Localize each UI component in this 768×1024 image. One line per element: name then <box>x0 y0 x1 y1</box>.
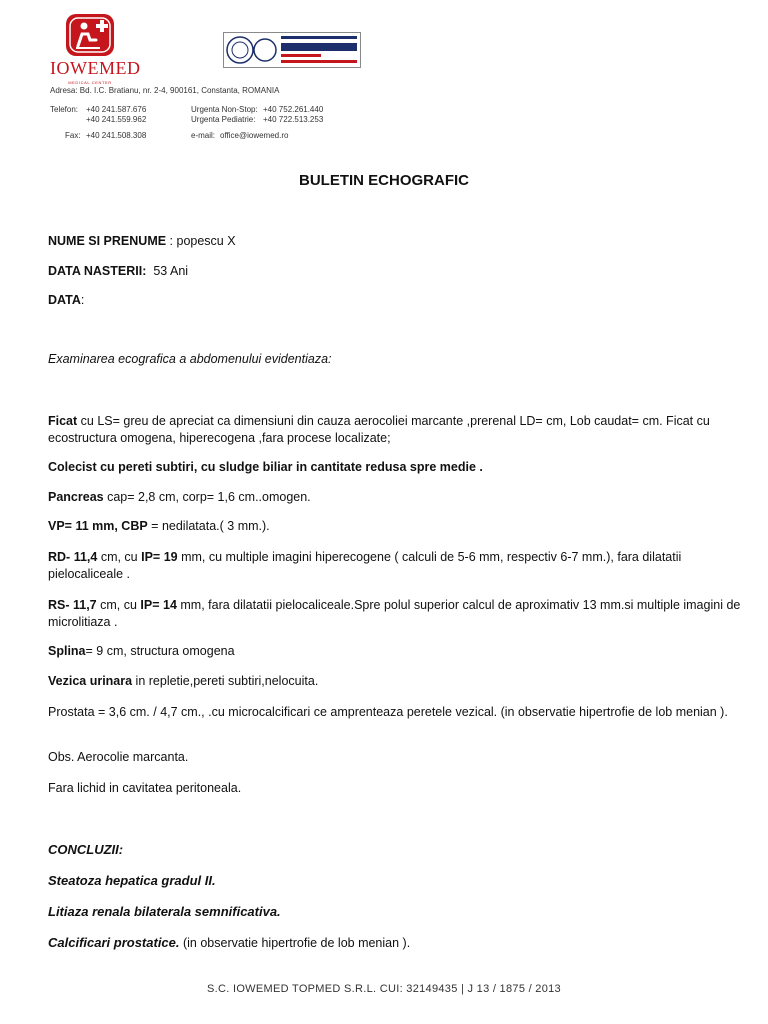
patient-name-sep: : <box>166 234 177 248</box>
certification-badge <box>223 32 361 68</box>
patient-name-label: NUME SI PRENUME <box>48 234 167 248</box>
finding-peritoneal: Fara lichid in cavitatea peritoneala. <box>48 781 242 795</box>
pancreas-label: Pancreas <box>48 490 104 504</box>
fax-number: +40 241.508.308 <box>86 131 147 140</box>
finding-prostate: Prostata = 3,6 cm. / 4,7 cm., .cu microcalcificari ce amprenteaza peretele vezical. (in observatie hipertrofie de lob menian ). <box>48 705 728 719</box>
brand-subtitle: MEDICAL CENTER <box>68 80 112 85</box>
phone-2: +40 241.559.962 <box>86 115 147 124</box>
liver-label: Ficat <box>48 414 78 428</box>
phone-label: Telefon: <box>50 105 79 114</box>
exam-date-label: DATA <box>48 293 81 307</box>
finding-observation: Obs. Aerocolie marcanta. <box>48 750 189 764</box>
fax-label: Fax: <box>65 131 81 140</box>
finding-bladder <box>48 674 318 688</box>
bladder-label: Vezica urinara <box>48 674 133 688</box>
vp-label: VP= 11 mm, CBP <box>48 519 148 533</box>
phone-1: +40 241.587.676 <box>86 105 147 114</box>
urgent-nonstop-label: Urgenta Non-Stop: <box>191 105 258 114</box>
patient-name-row <box>48 234 236 248</box>
urgent-pediatric-label: Urgenta Pediatrie: <box>191 115 256 124</box>
conclusion-1: Steatoza hepatica gradul II. <box>48 873 216 888</box>
patient-name-value: popescu X <box>176 234 236 248</box>
iowemed-logo <box>50 12 141 92</box>
address-line: Adresa: Bd. I.C. Bratianu, nr. 2-4, 900161, Constanta, ROMANIA <box>50 86 280 95</box>
rd-ip-label: IP= 19 <box>141 550 178 564</box>
spleen-label: Splina <box>48 644 86 658</box>
finding-spleen <box>48 644 235 658</box>
brand-name: IOWEMED <box>50 58 141 78</box>
email-label: e-mail: <box>191 131 216 140</box>
document-title: BULETIN ECHOGRAFIC <box>299 172 469 189</box>
conclusion-2: Litiaza renala bilaterala semnificativa. <box>48 904 281 919</box>
exam-date-sep: : <box>80 293 85 307</box>
rd-text-2: mm, cu multiple imagini hiperecogene ( calculi de 5-6 mm, respectiv 6-7 mm.), fara dilatatii pielocaliceale . <box>48 550 682 581</box>
conclusion-3-text: (in observatie hipertrofie de lob menian ). <box>179 936 411 950</box>
company-footer: S.C. IOWEMED TOPMED S.R.L. CUI: 32149435 | J 13 / 1875 / 2013 <box>207 983 561 995</box>
rs-ip-label: IP= 14 <box>140 598 177 612</box>
vp-text: = nedilatata.( 3 mm.). <box>147 519 270 533</box>
exam-date-row <box>48 293 84 307</box>
finding-liver <box>48 413 748 447</box>
spleen-text: = 9 cm, structura omogena <box>85 644 235 658</box>
finding-right-kidney <box>48 549 748 583</box>
rd-label: RD- 11,4 <box>48 550 98 564</box>
conclusions-heading: CONCLUZII: <box>48 842 124 857</box>
pancreas-text: cap= 2,8 cm, corp= 1,6 cm..omogen. <box>103 490 311 504</box>
patient-dob-value: 53 Ani <box>153 264 189 278</box>
urgent-pediatric-phone: +40 722.513.253 <box>263 115 324 124</box>
email-address[interactable]: office@iowemed.ro <box>220 131 289 140</box>
medical-cross-logo-icon <box>64 12 116 58</box>
patient-dob-row <box>48 264 188 278</box>
bladder-text: in repletie,pereti subtiri,nelocuita. <box>132 674 319 688</box>
patient-dob-label: DATA NASTERII: <box>48 264 147 278</box>
rs-text-1: cm, cu <box>96 598 141 612</box>
urgent-nonstop-phone: +40 752.261.440 <box>263 105 324 114</box>
finding-portal-vein <box>48 519 270 533</box>
liver-text: cu LS= greu de apreciat ca dimensiuni din cauza aerocoliei marcante ,prerenal LD= cm, Lob caudat= cm. Ficat cu ecostructura omogena, hiperecogena ,fara procese localizate; <box>48 414 710 445</box>
conclusion-3-bold: Calcificari prostatice. <box>48 935 180 950</box>
finding-gallbladder: Colecist cu pereti subtiri, cu sludge biliar in cantitate redusa spre medie . <box>48 460 483 474</box>
rs-label: RS- 11,7 <box>48 598 97 612</box>
finding-pancreas <box>48 490 311 504</box>
rd-text-1: cm, cu <box>97 550 142 564</box>
finding-left-kidney <box>48 597 748 631</box>
rs-text-2: mm, fara dilatatii pielocaliceale.Spre polul superior calcul de aproximativ 13 mm.si multiple imagini de microlitiaza . <box>48 598 741 629</box>
conclusion-3 <box>48 935 410 950</box>
exam-intro: Examinarea ecografica a abdomenului evidentiaza: <box>48 352 332 366</box>
